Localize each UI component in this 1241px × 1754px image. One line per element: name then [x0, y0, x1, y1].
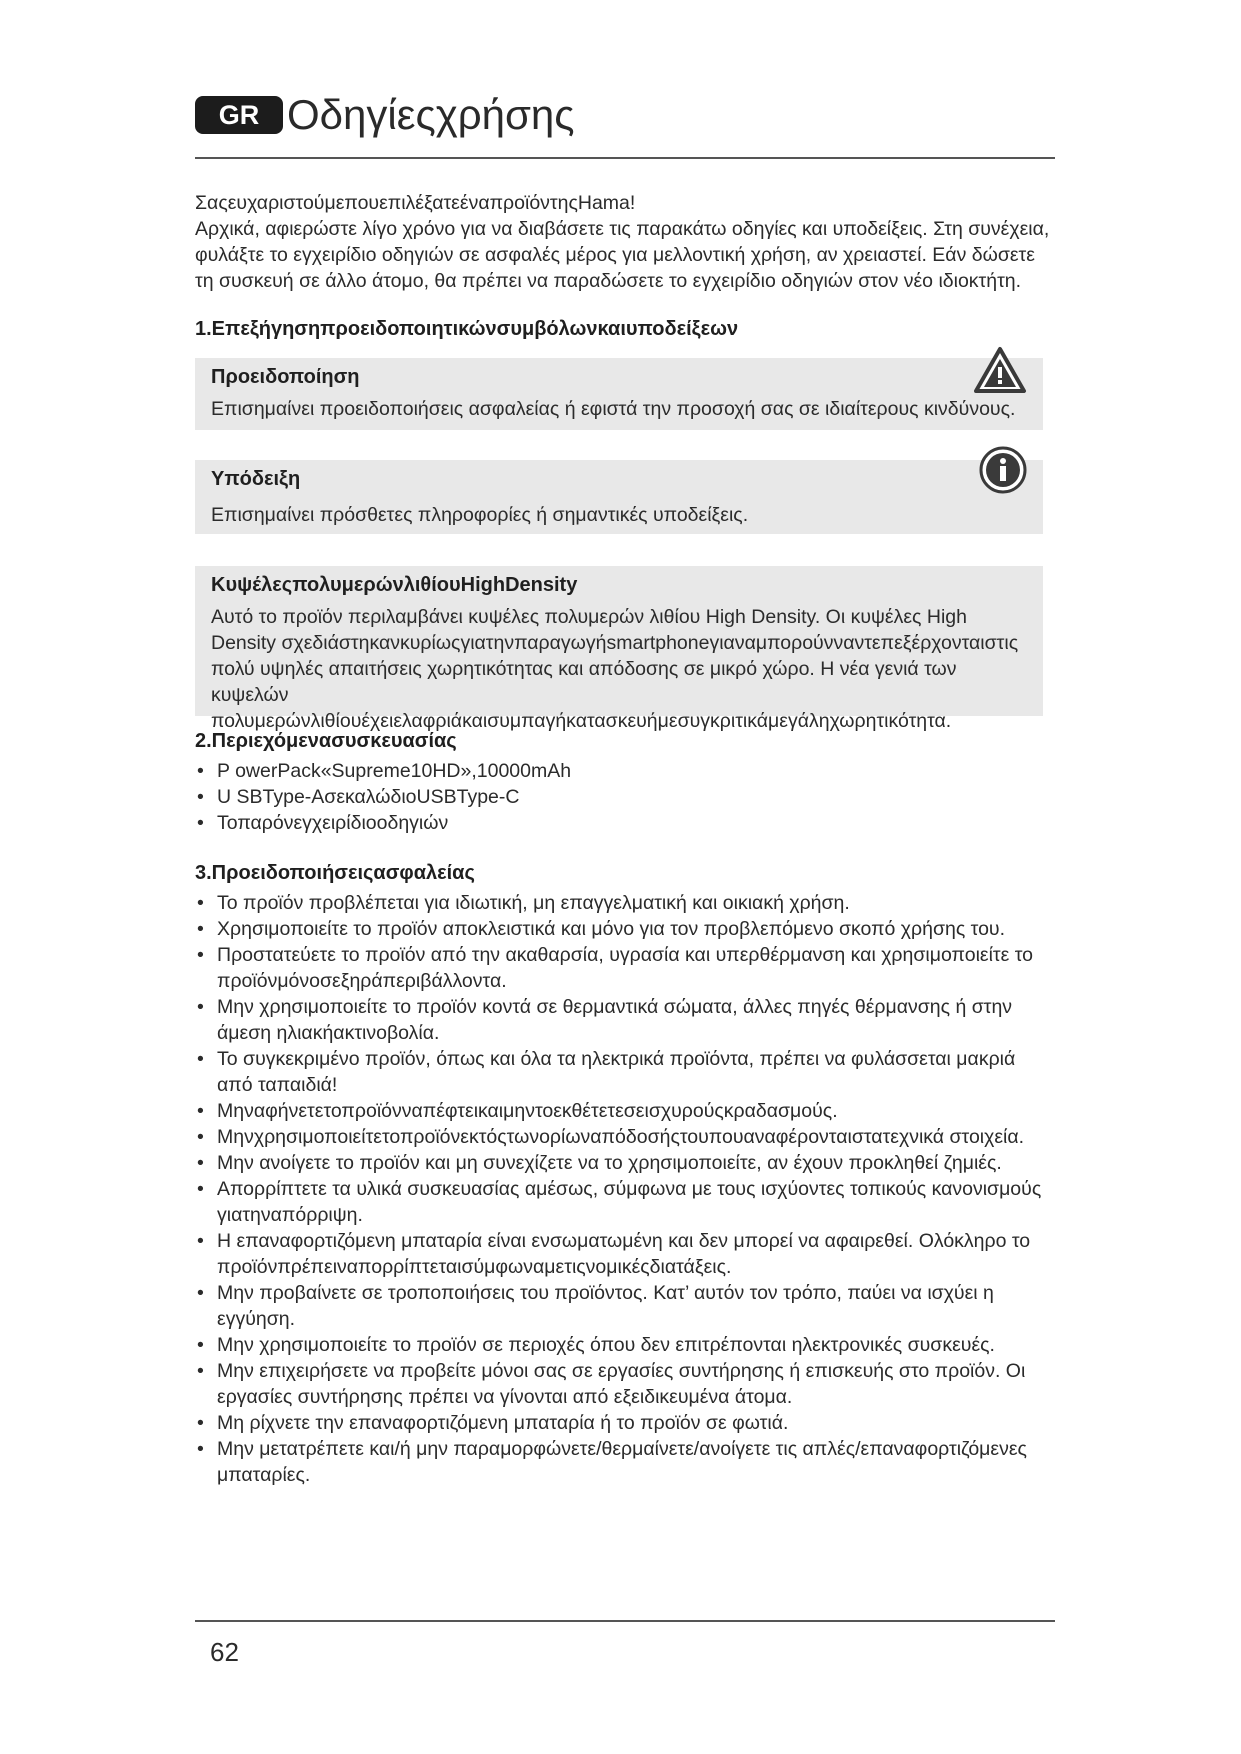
intro-text [195, 190, 1055, 294]
list-item: • Η επαναφορτιζόμενη μπαταρία είναι ενσωματωμένη και δεν μπορεί να αφαιρεθεί. Ολόκληρο το προϊόνπρέπειναπορρίπτεταισύμφωναμετιςνομικέςδιατάξεις. [195, 1228, 1055, 1280]
section-3-title: 3.Προειδοποιήσειςασφαλείας [195, 862, 475, 884]
list-item: • Μηνχρησιμοποιείτετοπροϊόνεκτόςτωνορίωναπόδοσήςτουπουαναφέρονταιστατεχνικά στοιχεία. [195, 1124, 1055, 1150]
intro-thanks: ΣαςευχαριστούμεπουεπιλέξατεέναπροϊόντηςHama! [195, 192, 636, 214]
info-icon [979, 446, 1027, 499]
footer-divider [195, 1620, 1055, 1622]
header-divider [195, 157, 1055, 159]
list-item: • Μην προβαίνετε σε τροποποιήσεις του προϊόντος. Κατ’ αυτόν τον τρόπο, παύει να ισχύει η εγγύηση. [195, 1280, 1055, 1332]
battery-text-1: Αυτό το προϊόν περιλαμβάνει κυψέλες πολυμερών λιθίου High Density. Οι κυψέλες High Density σχεδιάστηκανκυρίωςγιατηνπαραγωγήsmartphoneγιαναμπορούνναντεπεξέρχονταιστις [211, 606, 1019, 654]
document-title: Οδηγίεςχρήσης [287, 91, 575, 138]
package-contents-list [195, 758, 1055, 836]
list-item: • Το συγκεκριμένο προϊόν, όπως και όλα τα ηλεκτρικά προϊόντα, πρέπει να φυλάσσεται μακριά από ταπαιδιά! [195, 1046, 1055, 1098]
list-item: • Απορρίπτετε τα υλικά συσκευασίας αμέσως, σύμφωνα με τους ισχύοντες τοπικούς κανονισμούς γιατηναπόρριψη. [195, 1176, 1055, 1228]
list-item: • P owerPack«Supreme10HD»,10000mAh [195, 758, 1055, 784]
list-item: • Μηναφήνετετοπροϊόνναπέφτεικαιμηντοεκθέτετεσεισχυρούςκραδασμούς. [195, 1098, 1055, 1124]
list-item: • Προστατεύετε το προϊόν από την ακαθαρσία, υγρασία και υπερθέρμανση και χρησιμοποιείτε το προϊόνμόνοσεξηράπεριβάλλοντα. [195, 942, 1055, 994]
intro-instructions: Αρχικά, αφιερώστε λίγο χρόνο για να διαβάσετε τις παρακάτω οδηγίες και υποδείξεις. Στη συνέχεια, φυλάξτε το εγχειρίδιο οδηγιών σε ασφαλές μέρος για μελλοντική χρήση, αν χρειαστεί. Εάν δώσετε τη συσκευή σε άλλο άτομο, θα πρέπει να παραδώσετε το εγχειρίδιο οδηγιών στον νέο ιδιοκτήτη. [195, 218, 1050, 292]
language-badge: GR [195, 96, 283, 134]
note-box [195, 460, 1043, 534]
note-text: Επισημαίνει πρόσθετες πληροφορίες ή σημαντικές υποδείξεις. [211, 504, 749, 526]
page-header [195, 90, 1055, 160]
list-item: • Μην ανοίγετε το προϊόν και μη συνεχίζετε να το χρησιμοποιείτε, αν έχουν προκληθεί ζημιές. [195, 1150, 1055, 1176]
page-number: 62 [210, 1637, 239, 1667]
safety-notes-list [195, 890, 1055, 1488]
list-item: • Μη ρίχνετε την επαναφορτιζόμενη μπαταρία ή το προϊόν σε φωτιά. [195, 1410, 1055, 1436]
warning-text: Επισημαίνει προειδοποιήσεις ασφαλείας ή εφιστά την προσοχή σας σε ιδιαίτερους κινδύνους. [211, 398, 1016, 420]
list-item: • Το προϊόν προβλέπεται για ιδιωτική, μη επαγγελματική και οικιακή χρήση. [195, 890, 1055, 916]
warning-triangle-icon [973, 346, 1027, 399]
battery-text [211, 604, 1031, 734]
section-1-title: 1.Επεξήγησηπροειδοποιητικώνσυμβόλωνκαιυποδείξεων [195, 318, 739, 340]
warning-title: Προειδοποίηση [211, 366, 360, 388]
section-2-title: 2.Περιεχόμενασυσκευασίας [195, 730, 457, 752]
list-item: • Μην χρησιμοποιείτε το προϊόν κοντά σε θερμαντικά σώματα, άλλες πηγές θέρμανσης ή στην άμεση ηλιακήακτινοβολία. [195, 994, 1055, 1046]
note-title: Υπόδειξη [211, 468, 301, 490]
list-item: • Τοπαρόνεγχειρίδιοοδηγιών [195, 810, 1055, 836]
warning-box [195, 358, 1043, 430]
list-item: • Μην μετατρέπετε και/ή μην παραμορφώνετε/θερμαίνετε/ανοίγετε τις απλές/επαναφορτιζόμενες μπαταρίες. [195, 1436, 1055, 1488]
list-item: • Μην επιχειρήσετε να προβείτε μόνοι σας σε εργασίες συντήρησης ή επισκευής στο προϊόν. Οι εργασίες συντήρησης πρέπει να γίνονται από εξειδικευμένα άτομα. [195, 1358, 1055, 1410]
battery-info-box [195, 566, 1043, 732]
list-item: • Χρησιμοποιείτε το προϊόν αποκλειστικά και μόνο για τον προβλεπόμενο σκοπό χρήσης του. [195, 916, 1055, 942]
list-item: • Μην χρησιμοποιείτε το προϊόν σε περιοχές όπου δεν επιτρέπονται ηλεκτρονικές συσκευές. [195, 1332, 1055, 1358]
battery-text-2: πολύ υψηλές απαιτήσεις χωρητικότητας και απόδοσης σε μικρό χώρο. Η νέα γενιά των κυψελών πολυμερώνλιθίουέχειελαφριάκαισυμπαγήκατασκευήμεσυγκριτικάμεγάληχωρητικότητα. [211, 658, 957, 732]
battery-title: ΚυψέλεςπολυμερώνλιθίουHighDensity [211, 574, 578, 596]
list-item: • U SBType-ΑσεκαλώδιοUSBType-C [195, 784, 1055, 810]
